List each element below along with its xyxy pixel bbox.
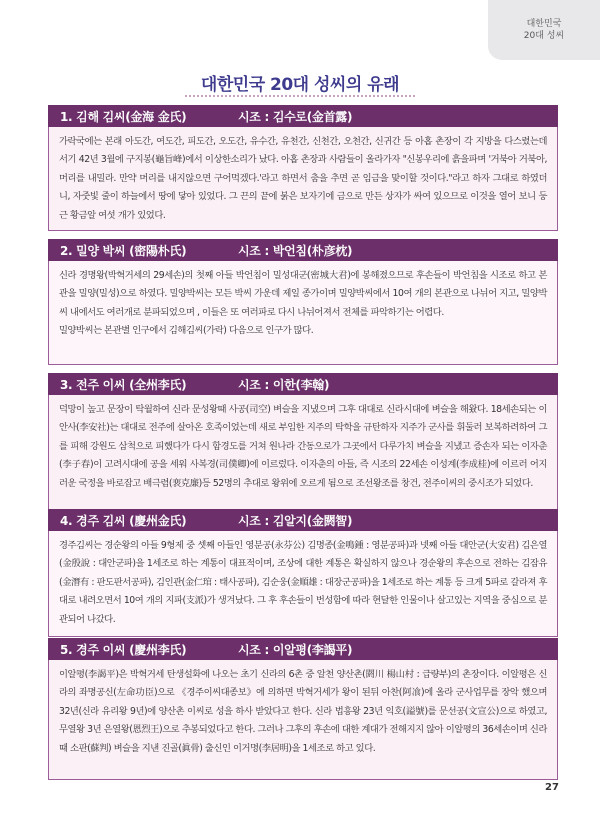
chapter-tab-line1: 대한민국 <box>526 18 562 29</box>
section-paragraph: 덕망이 높고 문장이 탁월하여 신라 문성왕때 사공(司空) 벼슬을 지냈으며 그후 대대로 신라시대에 벼슬을 해왔다. 18세손되는 이안사(李安社)는 대대로 전주에 살아온 호족이었는데 새로 부임한 지주의 탁학을 규탄하자 지주가 군사를 휘둘러 보복하려하여 그를 피해 강원도 삼척으로 피했다가 다시 함경도를 거쳐 원나라 간동으로가 그곳에서 다루가치 벼슬을 지냈고 증손자 되는 이자춘(李子春)이 고려시대에 공을 세워 사복경(司僕卿)에 이르렀다. 이자춘의 아들, 즉 시조의 22세손 이성계(李成桂)에 이르러 어지러운 국정을 바로잡고 배극렴(裵克廉)등 52명의 추대로 왕위에 오르게 됨으로 조선왕조를 창건, 전주이씨의 중시조가 되었다. <box>59 404 547 489</box>
clan-founder: 시조 : 박언침(朴彦枕) <box>238 243 353 258</box>
section-header <box>48 509 558 531</box>
clan-founder: 시조 : 이알평(李謁平) <box>238 642 353 657</box>
section-header <box>48 239 558 261</box>
chapter-tab <box>488 0 600 60</box>
section-body <box>48 531 558 637</box>
section-body <box>48 261 558 365</box>
section-gyeongju-kim <box>48 509 558 637</box>
section-header <box>48 105 558 127</box>
clan-name: 3. 전주 이씨 (全州李氏) <box>60 377 187 392</box>
clan-name: 1. 김해 김씨(金海 金氏) <box>60 109 187 124</box>
section-paragraph: 신라 경명왕(박혁거세의 29세손)의 첫째 아들 박언침이 밀성대군(密城大君)에 봉해졌으므로 후손들이 박언침을 시조로 하고 본관을 밀양(밀성)으로 하였다. 밀양박씨는 모든 박씨 가운데 제일 종가이며 밀양박씨에서 10여 개의 본관으로 나뉘어 지고, 밀양박씨 내에서도 여러개로 분파되었으며 , 이들은 또 여러파로 다시 나뉘어져서 전체를 파악하기는 어렵다. <box>59 270 547 318</box>
clan-name: 2. 밀양 박씨 (密陽朴氏) <box>60 243 187 258</box>
page-number: 27 <box>545 782 559 793</box>
clan-founder: 시조 : 김수로(金首露) <box>238 109 353 124</box>
clan-name: 4. 경주 김씨 (慶州金氏) <box>60 513 187 528</box>
section-miryang-park <box>48 239 558 365</box>
page-title: 대한민국 20대 성씨의 유래 <box>200 75 400 95</box>
section-paragraph: 밀양박씨는 본관별 인구에서 김해김씨(가락) 다음으로 인구가 많다. <box>59 325 314 337</box>
section-jeonju-lee <box>48 373 558 517</box>
section-header <box>48 373 558 395</box>
section-body <box>48 395 558 517</box>
section-body <box>48 127 558 231</box>
section-paragraph: 경주김씨는 경순왕의 아들 9형제 중 셋째 아들인 영분공(永芬公) 김명종(金鳴鍾 : 영분공파)과 넷째 아들 대안군(大安君) 김은열(金殷說 : 대안군파)을 1세조로 하는 계통이 대표적이며, 조상에 대한 계통은 확실하지 않으나 경순왕의 후손으로 전하는 김잠유(金潛有 : 판도판서공파), 김인관(金仁琯 : 태사공파), 김순웅(金順雄 : 대장군공파)을 1세조로 하는 계통 등 크게 5파로 갈라져 후대로 내려오면서 10여 개의 지파(支派)가 생겨났다. 그 후 후손들이 번성함에 따라 현달한 인물이나 살고있는 지역을 중심으로 분관되어 나갔다. <box>59 540 547 625</box>
section-gyeongju-lee <box>48 638 558 780</box>
title-underline <box>185 95 415 97</box>
chapter-tab-line2: 20대 성씨 <box>523 31 565 41</box>
section-gimhae-kim <box>48 105 558 231</box>
clan-founder: 시조 : 김알지(金閼智) <box>238 513 353 528</box>
clan-name: 5. 경주 이씨 (慶州李氏) <box>60 642 187 657</box>
section-paragraph: 이알평(李謁平)은 박혁거세 탄생설화에 나오는 초기 신라의 6촌 중 알천 양산촌(閼川 楊山村 : 급량부)의 촌장이다. 이알평은 신라의 좌명공신(左命功臣)으로 《경주이씨대종보》에 의하면 박혁거세가 왕이 된뒤 아찬(阿飡)에 올라 군사업무를 장악 했으며 32년(신라 유리왕 9년)에 양산촌 이씨로 성을 하사 받았다고 한다. 신라 법흥왕 23년 익호(謚號)를 문선공(文宣公)으로 하였고, 무열왕 3년 은열왕(恩烈王)으로 추봉되었다고 한다. 그러나 그후의 후손에 대한 계대가 전해지지 않아 이알평의 36세손이며 신라 때 소판(蘇判) 벼슬을 지낸 진골(眞骨) 출신인 이거명(李居明)을 1세조로 하고 있다. <box>59 669 547 754</box>
clan-founder: 시조 : 이한(李翰) <box>238 377 330 392</box>
section-paragraph: 가락국에는 본래 아도간, 여도간, 피도간, 오도간, 유수간, 유천간, 신천간, 오천간, 신귀간 등 아홉 촌장이 각 지방을 다스렸는데 서기 42년 3월에 구지봉(龜旨峰)에서 이상한소리가 났다. 아홉 촌장과 사람들이 올라가자 "신봉우리에 흙을파며 '거북아 거북아, 머리를 내밀라. 만약 머리를 내지않으면 구어먹겠다.'라고 하면서 춤을 추면 곧 임금을 맞이할 것이다."라고 하자 그대로 하였더니, 자줏빛 줄이 하늘에서 땅에 닿아 있었다. 그 끈의 끝에 붉은 보자기에 금으로 만든 상자가 싸여 있으므로 이것을 열어 보니 둥근 황금알 여섯 개가 있었다. <box>59 136 547 221</box>
section-header <box>48 638 558 660</box>
section-body <box>48 660 558 780</box>
